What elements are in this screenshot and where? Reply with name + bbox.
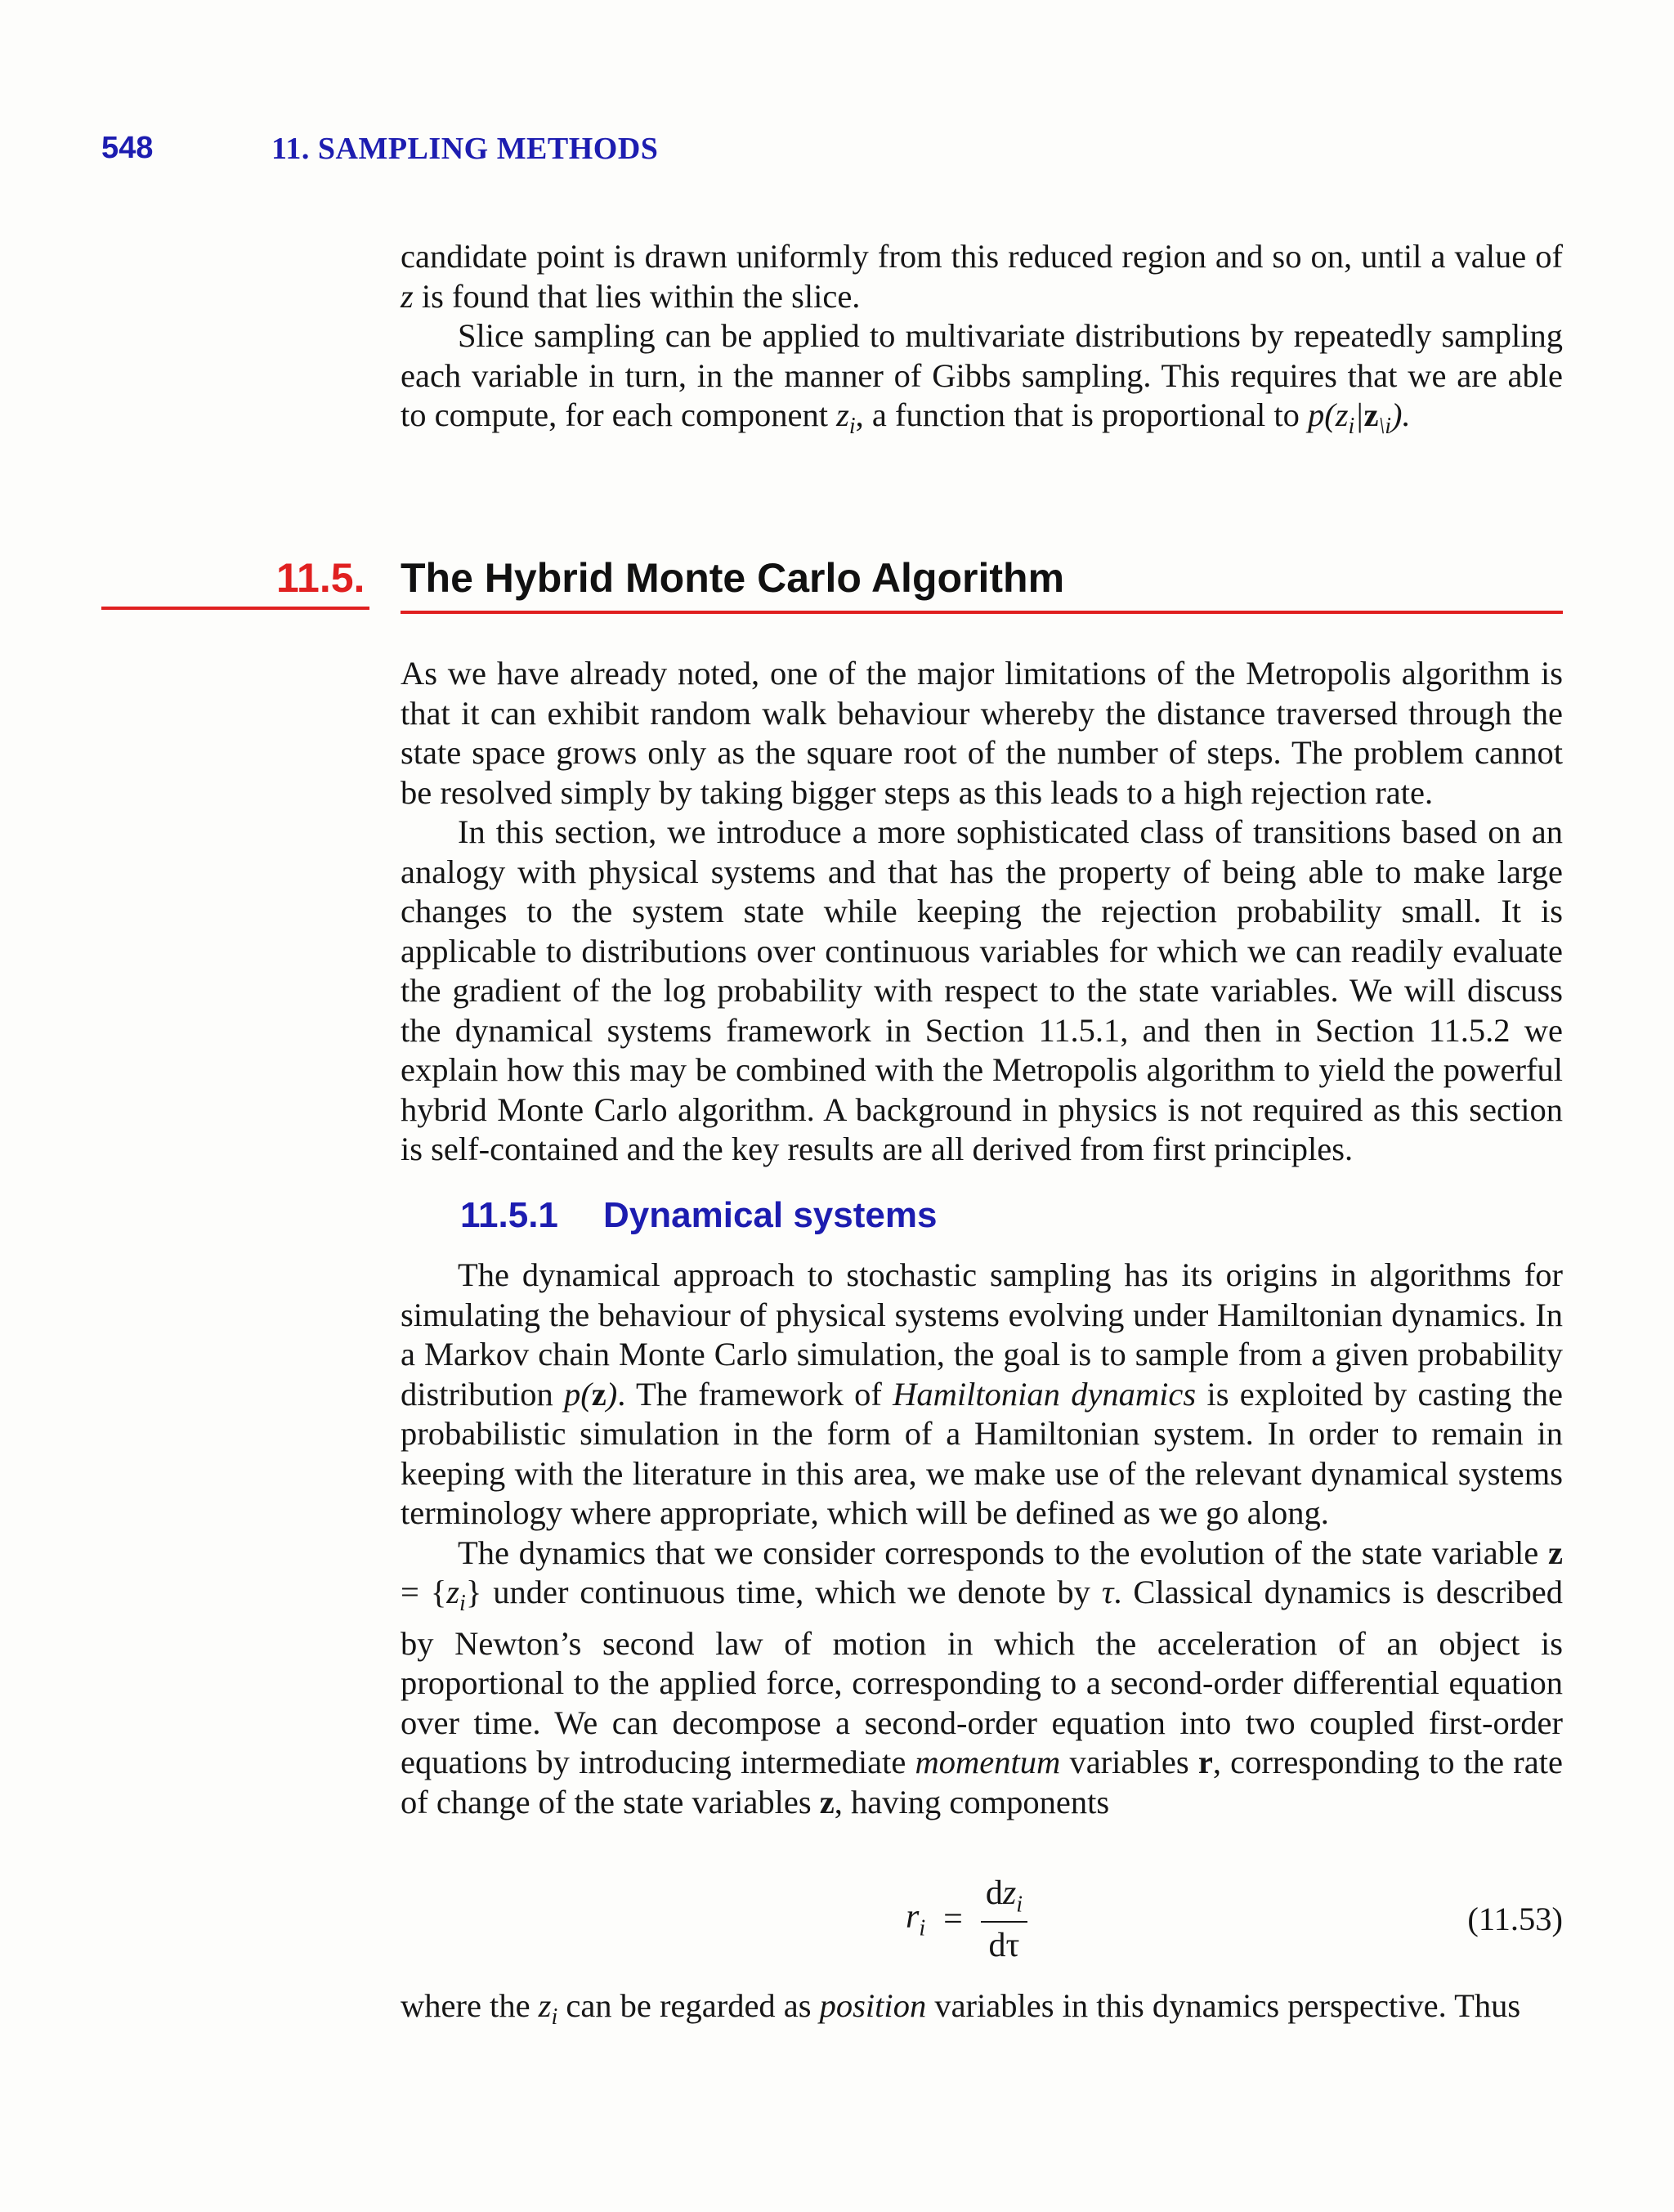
section-paragraph-1: As we have already noted, one of the major limitations of the Metropolis algorithm is that it can exhibit random walk behaviour whereby the distance traversed through the state space grows only as the square root of the number of steps. The problem cannot be resolved simply by taking bigger steps as this leads to a high rejection rate. <box>401 655 1563 811</box>
equation-fraction <box>981 1874 1027 1965</box>
intro-paragraph-2: Slice sampling can be applied to multivariate distributions by repeatedly sampling each variable in turn, in the manner of Gibbs sampling. This requires that we are able to compute, for each component $z_i$, a function that is proportional to $p(z_i|z_{\backslash i})$. <box>401 317 1563 440</box>
equation-11-53 <box>401 1874 1563 1965</box>
equation-lhs: $r_i$ <box>906 1897 926 1941</box>
subsection-title: Dynamical systems <box>603 1195 938 1235</box>
subsection-paragraph-1: The dynamical approach to stochastic sampling has its origins in algorithms for simulating the behaviour of physical systems evolving under Hamiltonian dynamics. In a Markov chain Monte Carlo simulation, the goal is to sample from a given probability distribution p(z). The framework of Hamiltonian dynamics is exploited by casting the probabilistic simulation in the form of a Hamiltonian system. In order to remain in keeping with the literature in this area, we make use of the relevant dynamical systems terminology where appropriate, which will be defined as we go along. <box>401 1256 1563 1531</box>
chapter-title: 11. SAMPLING METHODS <box>271 132 659 166</box>
page-number: 548 <box>101 131 154 165</box>
section-number: 11.5. <box>276 555 365 601</box>
fraction-numerator: $dz_i$ <box>981 1874 1027 1923</box>
running-head <box>101 131 1560 172</box>
section-rule-right <box>401 611 1563 614</box>
equation-body: $r_i$ = $\frac{dz_i}{d\tau}$ <box>906 1878 1027 1960</box>
section-title: The Hybrid Monte Carlo Algorithm <box>401 555 1065 601</box>
intro-text <box>401 237 1563 447</box>
subsection-body <box>401 1256 1563 1822</box>
section-heading <box>101 554 1563 616</box>
section-body <box>401 654 1563 1170</box>
section-rule-left <box>101 607 369 610</box>
intro-paragraph-1: candidate point is drawn uniformly from this reduced region and so on, until a value of z is found that lies within the slice. <box>401 238 1563 315</box>
subsection-paragraph-2: The dynamics that we consider corresponds to the evolution of the state variable $z = \{z_i\}$ under continuous time, which we denote by τ. Classical dynamics is described by Newton’s second law of motion in which the acceleration of an object is proportional to the applied force, corresponding to a second-order differential equation over time. We can decompose a second-order equation into two coupled first-order equations by introducing intermediate momentum variables r, corresponding to the rate of change of the state variables z, having components <box>401 1534 1564 1820</box>
math-z-set: $z = \{z_i\}$ <box>401 1534 1563 1617</box>
final-text <box>401 1986 1563 2038</box>
math-z: z <box>401 277 414 315</box>
math-pz: p(z) <box>564 1375 618 1413</box>
section-paragraph-2: In this section, we introduce a more sophisticated class of transitions based on an analogy with physical systems and that has the property of being able to make large changes to the system state while keeping the rejection probability small. It is applicable to distributions over continuous variables for which we can readily evaluate the gradient of the log probability with respect to the state variables. We will discuss the dynamical systems framework in Section 11.5.1, and then in Section 11.5.2 we explain how this may be combined with the Metropolis algorithm to yield the powerful hybrid Monte Carlo algorithm. A background in physics is not required as this section is self-contained and the key results are all derived from first principles. <box>401 813 1563 1167</box>
math-conditional: $p(z_i|z_{\backslash i})$. <box>1308 396 1411 440</box>
final-paragraph: where the $z_i$ can be regarded as position variables in this dynamics perspective. Thus <box>401 1987 1521 2031</box>
subsection-number: 11.5.1 <box>460 1195 558 1235</box>
subsection-heading <box>460 1195 937 1241</box>
equation-number: (11.53) <box>1467 1901 1563 1937</box>
fraction-denominator: dτ <box>988 1927 1020 1965</box>
